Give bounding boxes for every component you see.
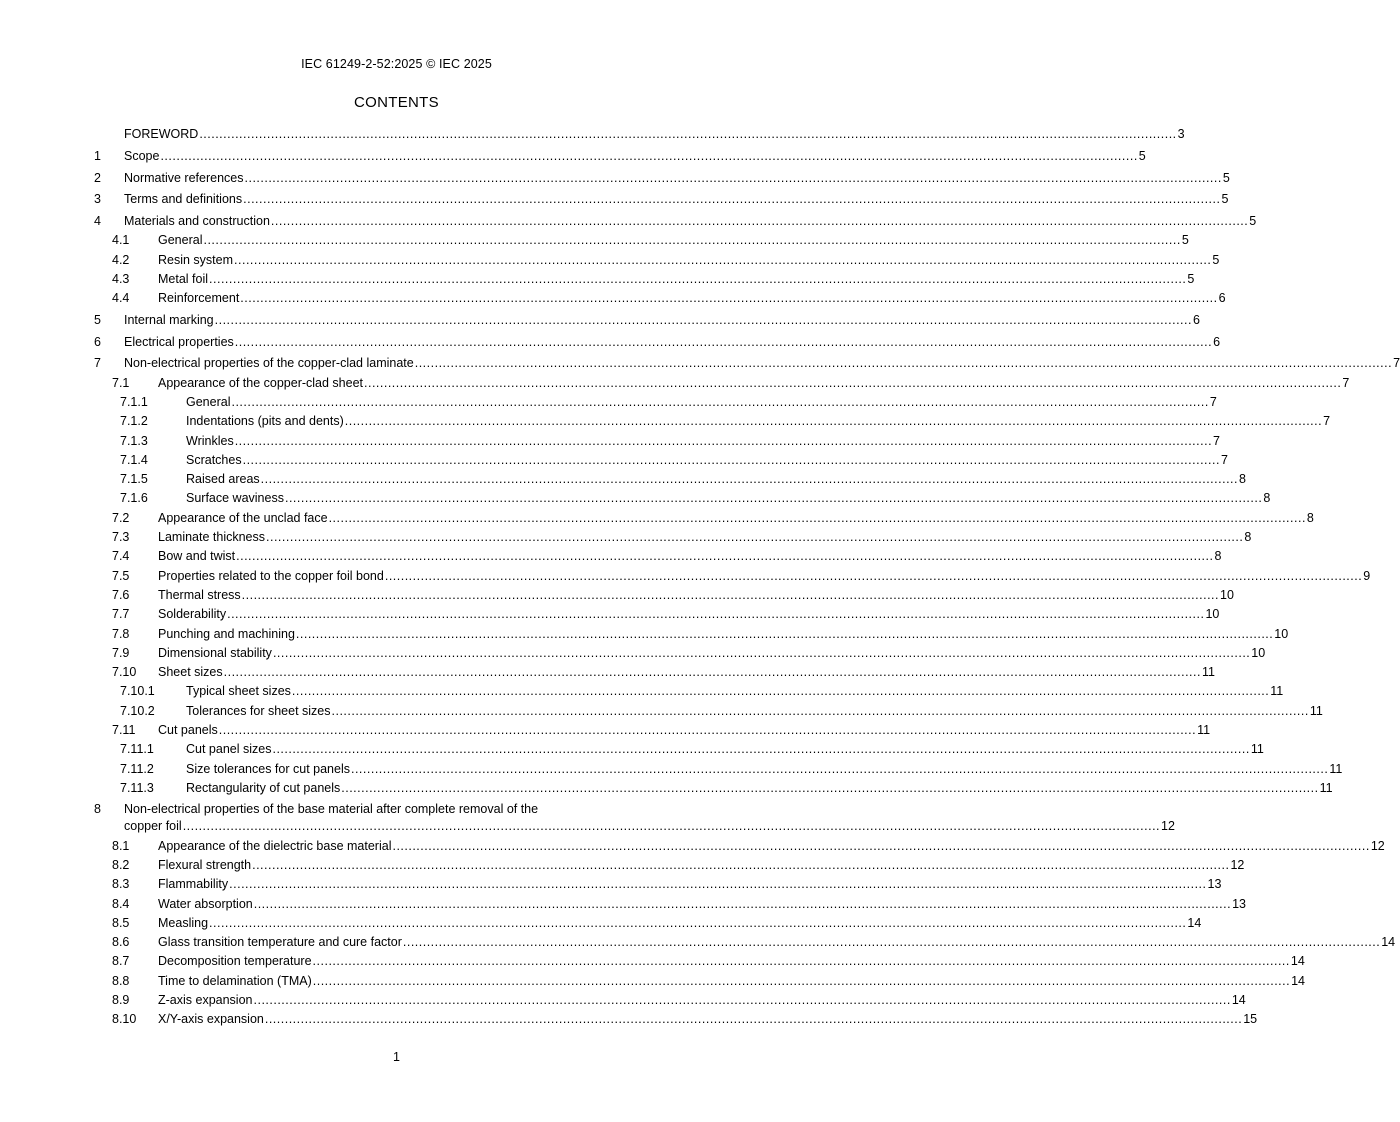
toc-entry-page: 14 bbox=[1231, 992, 1246, 1007]
dot-leader bbox=[329, 509, 1306, 528]
toc-entry-number: 7 bbox=[94, 356, 101, 371]
toc-entry-label: Appearance of the unclad face bbox=[158, 510, 328, 525]
toc-entry-label: Water absorption bbox=[158, 896, 253, 911]
toc-entry-label: Raised areas bbox=[186, 472, 260, 487]
toc-entry[interactable] bbox=[94, 354, 1400, 373]
toc-entry[interactable] bbox=[94, 760, 1343, 779]
toc-entry[interactable] bbox=[94, 169, 1230, 188]
toc-entry-label: Flexural strength bbox=[158, 857, 252, 872]
toc-entry-number: 8.10 bbox=[112, 1012, 137, 1027]
toc-entry-page: 7 bbox=[1213, 433, 1220, 448]
toc-entry[interactable] bbox=[94, 289, 1226, 308]
toc-entry-page: 8 bbox=[1263, 491, 1271, 506]
toc-entry-page: 14 bbox=[1290, 954, 1305, 969]
toc-entry-page: 6 bbox=[1213, 334, 1221, 349]
dot-leader bbox=[254, 895, 1231, 914]
toc-entry-label: Laminate thickness bbox=[158, 530, 266, 545]
toc-entry-number: 7.1.4 bbox=[120, 452, 148, 467]
toc-entry-number: 7.3 bbox=[112, 530, 130, 545]
toc-entry-page: 6 bbox=[1192, 313, 1200, 328]
toc-entry[interactable] bbox=[94, 470, 1246, 489]
toc-entry-page: 14 bbox=[1187, 915, 1202, 930]
toc-entry-number: 8.1 bbox=[112, 838, 130, 853]
toc-entry[interactable] bbox=[94, 412, 1331, 431]
toc-entry-number: 8.3 bbox=[112, 877, 130, 892]
toc-entry[interactable] bbox=[94, 605, 1220, 624]
toc-entry-number: 7.9 bbox=[112, 645, 130, 660]
toc-entry[interactable] bbox=[94, 801, 1175, 837]
toc-entry-label: Z-axis expansion bbox=[158, 992, 253, 1007]
toc-entry-number: 4.3 bbox=[112, 272, 130, 287]
toc-entry-page: 11 bbox=[1197, 723, 1211, 738]
toc-entry-number: 7.5 bbox=[112, 568, 130, 583]
toc-entry-number: 2 bbox=[94, 170, 101, 185]
dot-leader bbox=[235, 333, 1212, 352]
toc-entry-label: Materials and construction bbox=[124, 214, 270, 229]
toc-entry-label: Bow and twist bbox=[158, 549, 236, 564]
toc-entry-page: 11 bbox=[1329, 761, 1343, 776]
toc-entry-label: Scratches bbox=[186, 452, 242, 467]
toc-entry[interactable] bbox=[94, 837, 1385, 856]
toc-entry[interactable] bbox=[94, 125, 1185, 144]
toc-entry-label: Internal marking bbox=[124, 313, 214, 328]
toc-entry-label: FOREWORD bbox=[124, 127, 199, 142]
dot-leader bbox=[252, 856, 1229, 875]
toc-entry-label: Rectangularity of cut panels bbox=[186, 780, 341, 795]
toc-entry-label: Reinforcement bbox=[158, 291, 240, 306]
dot-leader bbox=[227, 605, 1204, 624]
dot-leader bbox=[224, 663, 1201, 682]
toc-entry-page: 12 bbox=[1370, 838, 1385, 853]
toc-entry[interactable] bbox=[94, 644, 1266, 663]
toc-entry-page: 10 bbox=[1251, 645, 1266, 660]
dot-leader bbox=[209, 914, 1186, 933]
dot-leader bbox=[266, 528, 1243, 547]
toc-entry-page: 5 bbox=[1138, 149, 1146, 164]
dot-leader bbox=[296, 625, 1273, 644]
dot-leader bbox=[285, 489, 1262, 508]
toc-entry[interactable] bbox=[94, 489, 1271, 508]
toc-entry-label: Tolerances for sheet sizes bbox=[186, 703, 331, 718]
toc-entry-number: 7.11.3 bbox=[120, 780, 154, 795]
table-of-contents bbox=[94, 123, 1400, 1030]
dot-leader bbox=[240, 289, 1217, 308]
toc-entry[interactable] bbox=[94, 702, 1323, 721]
toc-entry[interactable] bbox=[94, 547, 1222, 566]
toc-entry-page: 10 bbox=[1205, 607, 1220, 622]
toc-entry-label: Thermal stress bbox=[158, 587, 241, 602]
toc-entry[interactable] bbox=[94, 333, 1221, 352]
toc-entry-label: Measling bbox=[158, 915, 209, 930]
toc-entry-page: 12 bbox=[1161, 818, 1175, 833]
toc-entry-number: 8.5 bbox=[112, 915, 130, 930]
toc-entry-page: 5 bbox=[1221, 192, 1229, 207]
toc-entry-label: Solderability bbox=[158, 607, 227, 622]
toc-entry-page: 7 bbox=[1393, 356, 1400, 371]
toc-entry[interactable] bbox=[94, 682, 1284, 701]
toc-entry-number: 7.1.5 bbox=[120, 472, 148, 487]
toc-entry-label: X/Y-axis expansion bbox=[158, 1012, 264, 1027]
toc-entry-label: Decomposition temperature bbox=[158, 954, 312, 969]
toc-entry[interactable] bbox=[94, 509, 1314, 528]
dot-leader bbox=[261, 470, 1238, 489]
toc-entry-label: Surface waviness bbox=[186, 491, 284, 506]
toc-entry[interactable] bbox=[94, 933, 1396, 952]
dot-leader bbox=[215, 311, 1192, 330]
toc-entry-page: 15 bbox=[1243, 1012, 1258, 1027]
toc-entry[interactable] bbox=[94, 972, 1305, 991]
toc-entry-label: Cut panel sizes bbox=[186, 742, 272, 757]
toc-entry-number: 4.4 bbox=[112, 291, 130, 306]
toc-entry-page: 8 bbox=[1214, 549, 1222, 564]
dot-leader bbox=[332, 702, 1309, 721]
toc-entry-page: 8 bbox=[1306, 510, 1314, 525]
toc-entry-label: Dimensional stability bbox=[158, 645, 272, 660]
toc-entry[interactable] bbox=[94, 393, 1217, 412]
dot-leader bbox=[231, 393, 1208, 412]
dot-leader bbox=[160, 147, 1137, 166]
dot-leader bbox=[199, 125, 1176, 144]
toc-entry[interactable] bbox=[94, 451, 1228, 470]
toc-entry-number: 7.11.1 bbox=[120, 742, 154, 757]
toc-entry-page: 7 bbox=[1342, 375, 1350, 390]
dot-leader bbox=[292, 682, 1269, 701]
dot-leader bbox=[183, 818, 1160, 835]
dot-leader bbox=[272, 740, 1249, 759]
dot-leader bbox=[209, 270, 1186, 289]
toc-entry-page: 7 bbox=[1323, 414, 1331, 429]
document-header: IEC 61249-2-52:2025 © IEC 2025 bbox=[301, 57, 492, 71]
dot-leader bbox=[415, 354, 1392, 373]
toc-entry[interactable] bbox=[94, 231, 1189, 250]
toc-entry-page: 7 bbox=[1209, 394, 1217, 409]
toc-entry-label: General bbox=[158, 233, 203, 248]
toc-entry-number: 8.2 bbox=[112, 857, 130, 872]
toc-entry[interactable] bbox=[94, 586, 1234, 605]
toc-entry-number: 7.11.2 bbox=[120, 761, 154, 776]
toc-entry-number: 8.8 bbox=[112, 973, 130, 988]
toc-entry[interactable] bbox=[94, 895, 1246, 914]
page-number: 1 bbox=[393, 1050, 400, 1064]
toc-entry[interactable] bbox=[94, 432, 1220, 451]
dot-leader bbox=[345, 412, 1322, 431]
toc-entry-page: 11 bbox=[1319, 780, 1333, 795]
toc-entry-label: Typical sheet sizes bbox=[186, 684, 291, 699]
toc-entry-number: 7.1.6 bbox=[120, 491, 148, 506]
dot-leader bbox=[341, 779, 1318, 798]
toc-entry-page: 5 bbox=[1181, 233, 1189, 248]
toc-entry-label: Properties related to the copper foil bond bbox=[158, 568, 384, 583]
dot-leader bbox=[403, 933, 1380, 952]
toc-entry-number: 7.8 bbox=[112, 626, 130, 641]
toc-entry[interactable] bbox=[94, 528, 1252, 547]
toc-entry-number: 8.4 bbox=[112, 896, 130, 911]
toc-entry-number: 7.11 bbox=[112, 723, 136, 738]
dot-leader bbox=[235, 432, 1212, 451]
toc-entry[interactable] bbox=[94, 190, 1229, 209]
toc-entry-number: 4.1 bbox=[112, 233, 130, 248]
toc-entry-page: 6 bbox=[1218, 291, 1226, 306]
toc-entry-number: 7.1 bbox=[112, 375, 130, 390]
toc-entry-number: 7.6 bbox=[112, 587, 130, 602]
toc-entry-number: 3 bbox=[94, 192, 101, 207]
toc-entry-page: 13 bbox=[1232, 896, 1246, 911]
toc-entry[interactable] bbox=[94, 374, 1350, 393]
toc-entry-page: 10 bbox=[1274, 626, 1289, 641]
page-title: CONTENTS bbox=[354, 94, 439, 111]
toc-entry[interactable] bbox=[94, 952, 1305, 971]
dot-leader bbox=[234, 251, 1211, 270]
toc-entry-page: 5 bbox=[1222, 170, 1230, 185]
toc-entry-number: 7.7 bbox=[112, 607, 130, 622]
toc-entry-number: 8.9 bbox=[112, 992, 130, 1007]
toc-entry[interactable] bbox=[94, 740, 1264, 759]
toc-entry-number: 7.10.1 bbox=[120, 684, 155, 699]
toc-entry[interactable] bbox=[94, 625, 1289, 644]
toc-entry-page: 14 bbox=[1381, 935, 1396, 950]
toc-entry[interactable] bbox=[94, 567, 1371, 586]
toc-entry-page: 12 bbox=[1230, 857, 1245, 872]
toc-entry-page: 8 bbox=[1239, 472, 1246, 487]
dot-leader bbox=[271, 212, 1248, 231]
toc-entry-label: Punching and machining bbox=[158, 626, 295, 641]
toc-entry-page: 11 bbox=[1270, 684, 1284, 699]
toc-entry-number: 5 bbox=[94, 313, 101, 328]
dot-leader bbox=[351, 760, 1328, 779]
toc-entry-number: 7.10.2 bbox=[120, 703, 155, 718]
toc-entry-label: Appearance of the copper-clad sheet bbox=[158, 375, 363, 390]
toc-entry[interactable] bbox=[94, 856, 1245, 875]
toc-entry-label: Normative references bbox=[124, 170, 244, 185]
dot-leader bbox=[364, 374, 1341, 393]
toc-entry-page: 8 bbox=[1244, 530, 1252, 545]
toc-entry-page: 5 bbox=[1212, 252, 1220, 267]
toc-entry-label: Flammability bbox=[158, 877, 229, 892]
dot-leader bbox=[245, 169, 1222, 188]
dot-leader bbox=[229, 875, 1206, 894]
toc-entry-number: 7.10 bbox=[112, 665, 137, 680]
toc-entry[interactable] bbox=[94, 251, 1220, 270]
toc-entry-page: 5 bbox=[1187, 272, 1195, 287]
toc-entry-label: Electrical properties bbox=[124, 334, 234, 349]
toc-entry[interactable] bbox=[94, 311, 1200, 330]
toc-entry-label: Terms and definitions bbox=[124, 192, 243, 207]
toc-entry-page: 11 bbox=[1201, 665, 1215, 680]
toc-entry-label: Indentations (pits and dents) bbox=[186, 414, 344, 429]
toc-entry-page: 11 bbox=[1250, 742, 1264, 757]
toc-entry-label: Wrinkles bbox=[186, 433, 234, 448]
toc-entry-number: 6 bbox=[94, 334, 101, 349]
dot-leader bbox=[385, 567, 1362, 586]
toc-entry[interactable] bbox=[94, 721, 1211, 740]
dot-leader bbox=[273, 644, 1250, 663]
toc-entry[interactable] bbox=[94, 991, 1246, 1010]
toc-entry-number: 7.1.1 bbox=[120, 394, 148, 409]
toc-entry-label: Size tolerances for cut panels bbox=[186, 761, 350, 776]
dot-leader bbox=[392, 837, 1369, 856]
toc-entry[interactable] bbox=[94, 875, 1222, 894]
toc-entry-number: 7.1.2 bbox=[120, 414, 148, 429]
toc-entry-label: Resin system bbox=[158, 252, 234, 267]
toc-entry-number: 7.2 bbox=[112, 510, 130, 525]
dot-leader bbox=[203, 231, 1180, 250]
toc-entry-label: Glass transition temperature and cure factor bbox=[158, 935, 402, 950]
toc-entry-page: 7 bbox=[1220, 452, 1228, 467]
dot-leader bbox=[313, 952, 1290, 971]
toc-entry-number: 4.2 bbox=[112, 252, 130, 267]
toc-entry-page: 14 bbox=[1291, 973, 1305, 988]
toc-entry[interactable] bbox=[94, 779, 1333, 798]
toc-entry-label: Time to delamination (TMA) bbox=[158, 973, 312, 988]
dot-leader bbox=[243, 190, 1220, 209]
toc-entry[interactable] bbox=[94, 270, 1195, 289]
toc-entry-number: 8 bbox=[94, 801, 101, 816]
toc-entry-page: 3 bbox=[1177, 127, 1185, 142]
toc-entry-page: 9 bbox=[1363, 568, 1371, 583]
toc-entry-label: Metal foil bbox=[158, 272, 209, 287]
toc-entry-label: General bbox=[186, 394, 231, 409]
toc-entry[interactable] bbox=[94, 663, 1215, 682]
toc-entry-number: 8.7 bbox=[112, 954, 130, 969]
toc-entry-page: 10 bbox=[1220, 587, 1234, 602]
dot-leader bbox=[254, 991, 1231, 1010]
toc-entry-page: 13 bbox=[1207, 877, 1222, 892]
toc-entry[interactable] bbox=[94, 147, 1146, 166]
dot-leader bbox=[242, 586, 1219, 605]
dot-leader bbox=[219, 721, 1196, 740]
toc-entry-number: 1 bbox=[94, 149, 101, 164]
toc-entry-number: 8.6 bbox=[112, 935, 130, 950]
toc-entry[interactable] bbox=[94, 212, 1257, 231]
toc-entry-number: 7.4 bbox=[112, 549, 130, 564]
dot-leader bbox=[313, 972, 1290, 991]
toc-entry-page: 5 bbox=[1249, 214, 1257, 229]
dot-leader bbox=[236, 547, 1213, 566]
toc-entry-label: Scope bbox=[124, 149, 160, 164]
toc-entry-number: 4 bbox=[94, 214, 101, 229]
toc-entry-label: Cut panels bbox=[158, 723, 218, 738]
toc-entry-label: Appearance of the dielectric base material bbox=[158, 838, 392, 853]
toc-entry-label-continued: copper foil bbox=[124, 818, 182, 833]
toc-entry[interactable] bbox=[94, 914, 1202, 933]
toc-entry-label: Sheet sizes bbox=[158, 665, 223, 680]
toc-entry-label: Non-electrical properties of the copper-clad laminate bbox=[124, 356, 414, 371]
dot-leader bbox=[265, 1010, 1242, 1029]
toc-entry-page: 11 bbox=[1309, 703, 1323, 718]
toc-entry-number: 7.1.3 bbox=[120, 433, 148, 448]
toc-entry-label: Non-electrical properties of the base material after complete removal of the bbox=[124, 801, 539, 816]
toc-entry[interactable] bbox=[94, 1010, 1258, 1029]
dot-leader bbox=[243, 451, 1220, 470]
